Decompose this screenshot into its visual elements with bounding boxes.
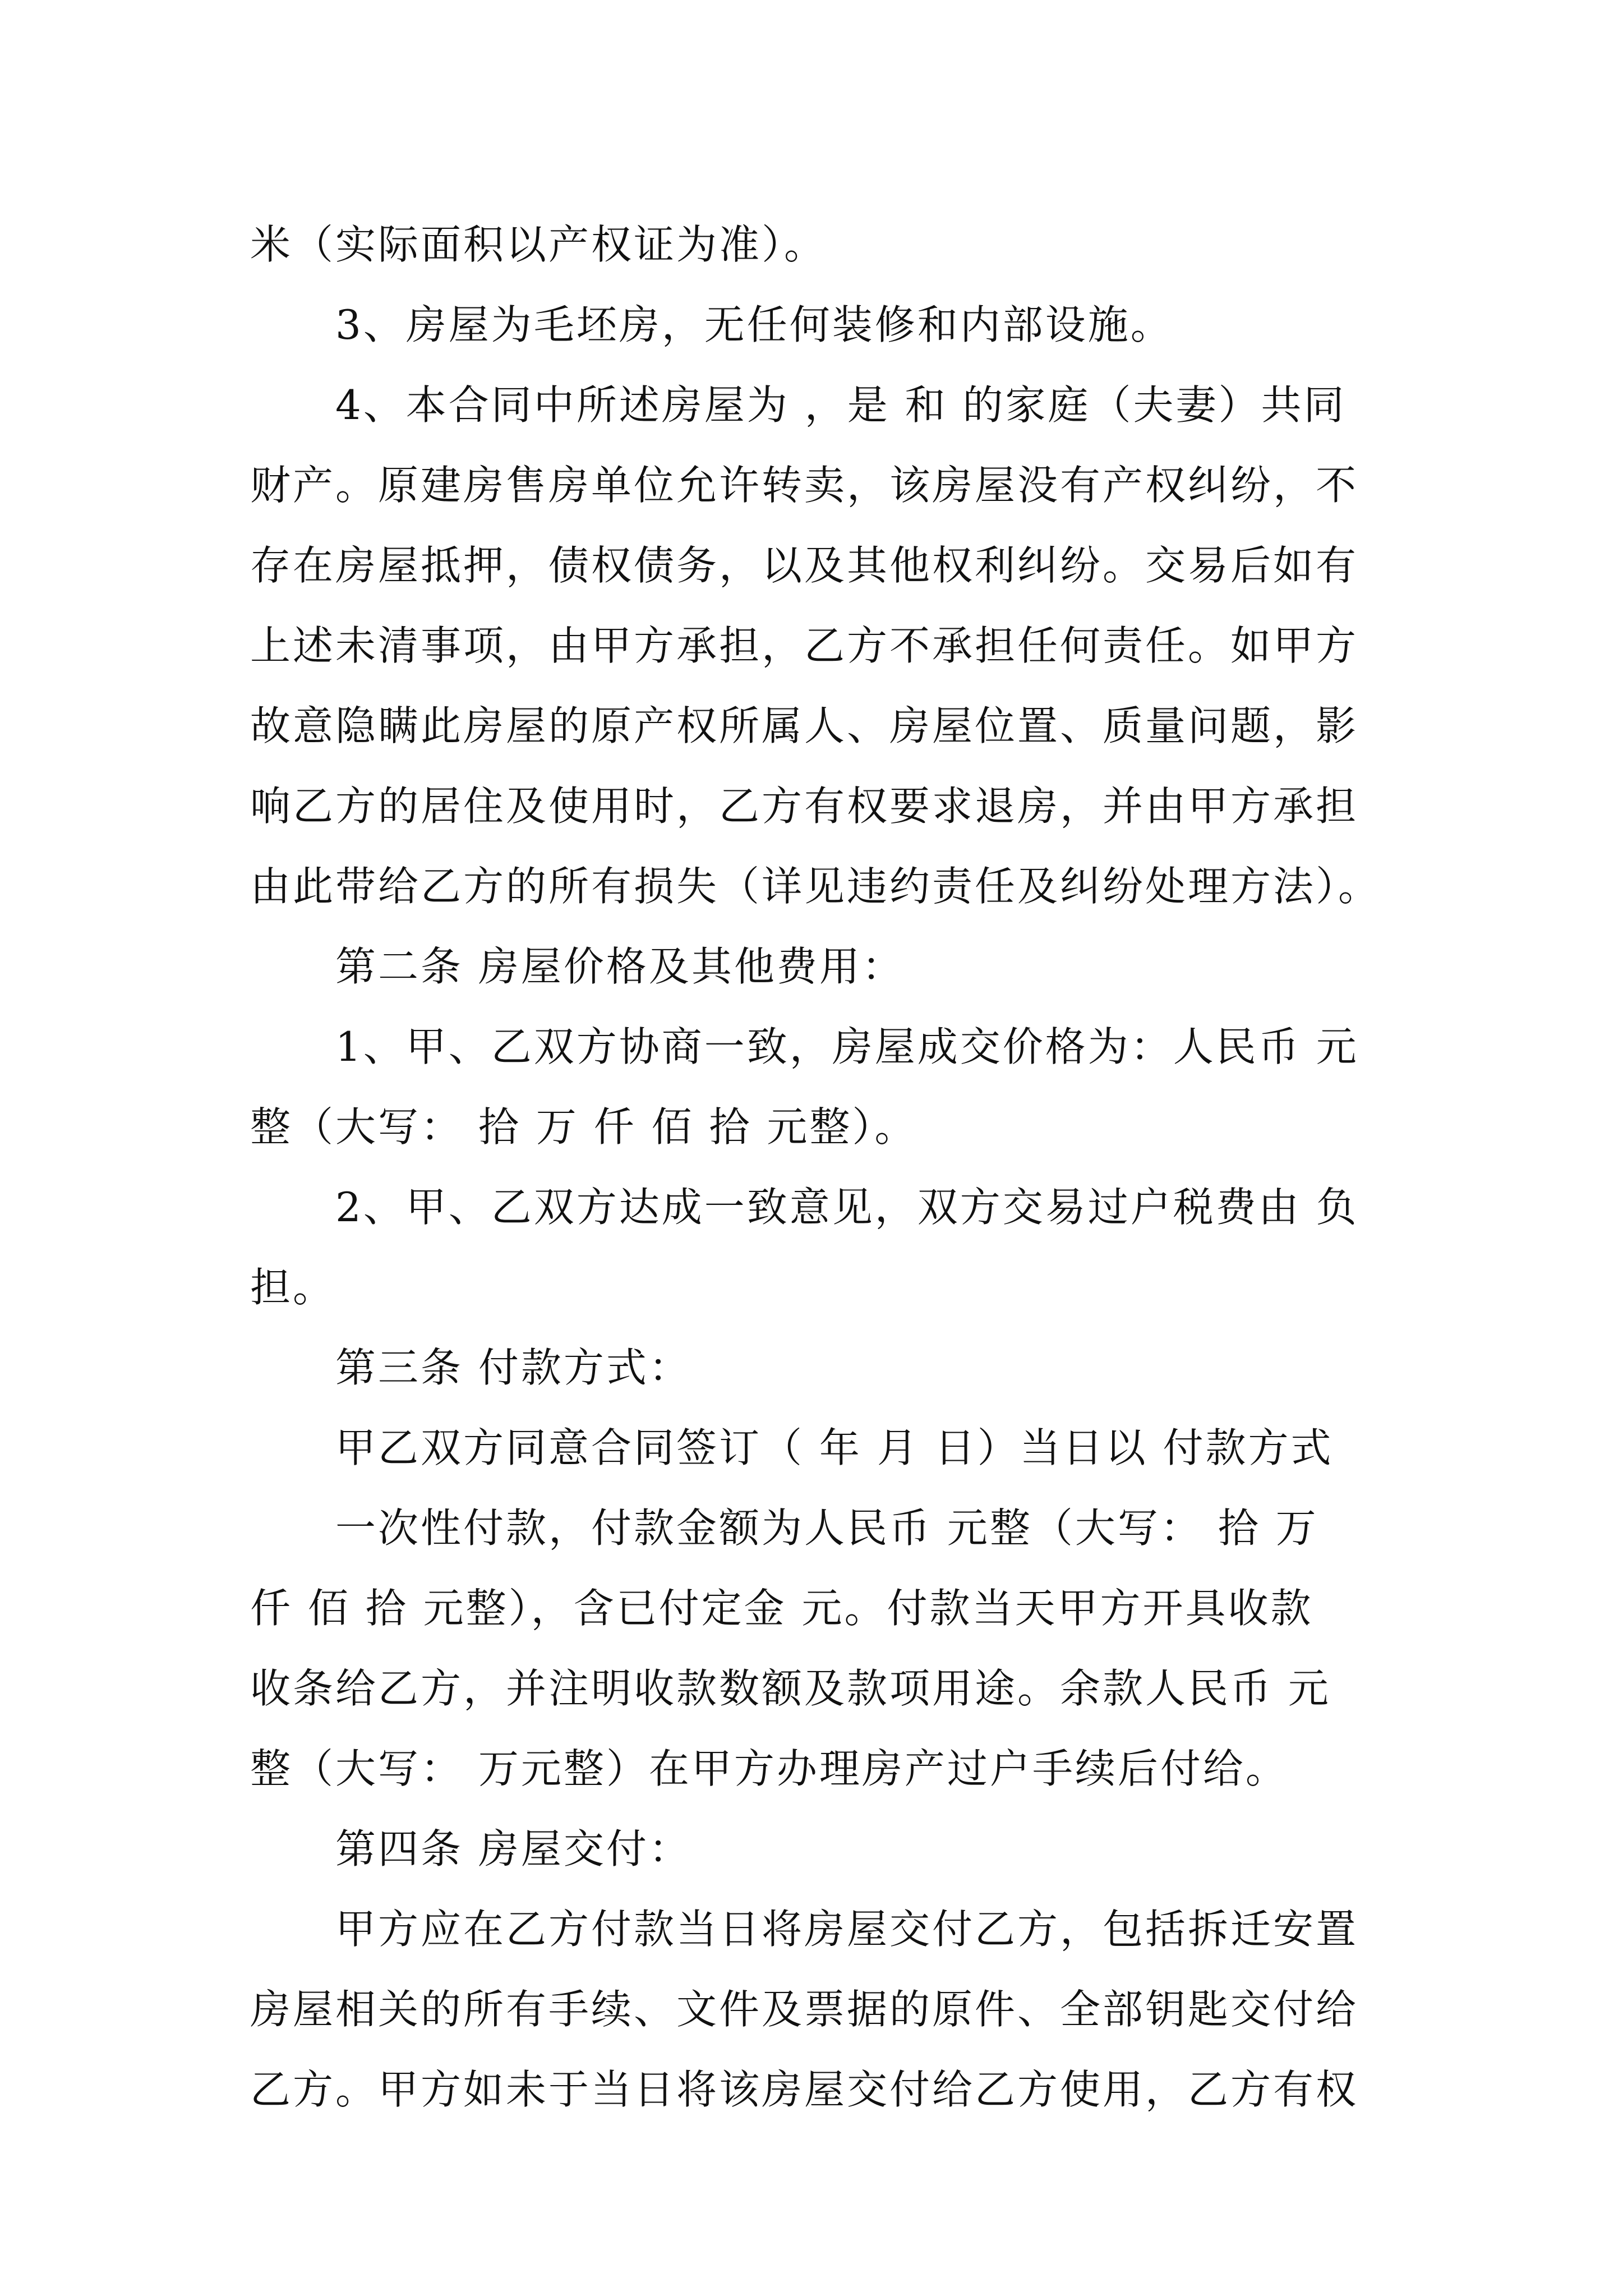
text-line: 故意隐瞒此房屋的原产权所属人、房屋位置、质量问题，影	[250, 702, 1359, 749]
text-line: 整（大写： 万元整）在甲方办理房产过户手续后付给。	[250, 1745, 1288, 1792]
text-line: 收条给乙方，并注明收款数额及款项用途。余款人民币 元	[250, 1665, 1331, 1712]
text-line: 乙方。甲方如未于当日将该房屋交付给乙方使用，乙方有权	[250, 2066, 1359, 2113]
text-line: 由此带给乙方的所有损失（详见违约责任及纠纷处理方法）。	[250, 863, 1381, 910]
text-line: 存在房屋抵押，债权债务，以及其他权利纠纷。交易后如有	[250, 542, 1359, 589]
section-heading: 第四条 房屋交付：	[335, 1825, 691, 1872]
text-line: 担。	[250, 1264, 336, 1311]
text-line: 甲乙双方同意合同签订（ 年 月 日）当日以 付款方式	[335, 1424, 1334, 1471]
text-line: 1、甲、乙双方协商一致，房屋成交价格为：人民币 元	[335, 1023, 1359, 1070]
text-line: 房屋相关的所有手续、文件及票据的原件、全部钥匙交付给	[250, 1986, 1359, 2033]
text-line: 上述未清事项，由甲方承担，乙方不承担任何责任。如甲方	[250, 622, 1359, 669]
text-line: 仟 佰 拾 元整），含已付定金 元。付款当天甲方开具收款	[250, 1585, 1313, 1632]
text-line: 财产。原建房售房单位允许转卖，该房屋没有产权纠纷，不	[250, 462, 1359, 509]
section-heading: 第二条 房屋价格及其他费用：	[335, 943, 905, 990]
text-line: 整（大写： 拾 万 仟 佰 拾 元整）。	[250, 1103, 917, 1151]
section-heading: 第三条 付款方式：	[335, 1344, 691, 1391]
text-line: 响乙方的居住及使用时，乙方有权要求退房，并由甲方承担	[250, 783, 1359, 830]
text-line: 米（实际面积以产权证为准）。	[250, 221, 827, 268]
contract-text-body	[250, 205, 1394, 2130]
text-line: 一次性付款，付款金额为人民币 元整（大写： 拾 万	[335, 1504, 1318, 1552]
text-line: 甲方应在乙方付款当日将房屋交付乙方，包括拆迁安置	[335, 1906, 1359, 1953]
text-line: 4、本合同中所述房屋为 ，是 和 的家庭（夫妻）共同	[335, 381, 1347, 429]
text-line: 3、房屋为毛坯房，无任何装修和内部设施。	[335, 301, 1173, 348]
text-line: 2、甲、乙双方达成一致意见，双方交易过户税费由 负	[335, 1184, 1359, 1231]
